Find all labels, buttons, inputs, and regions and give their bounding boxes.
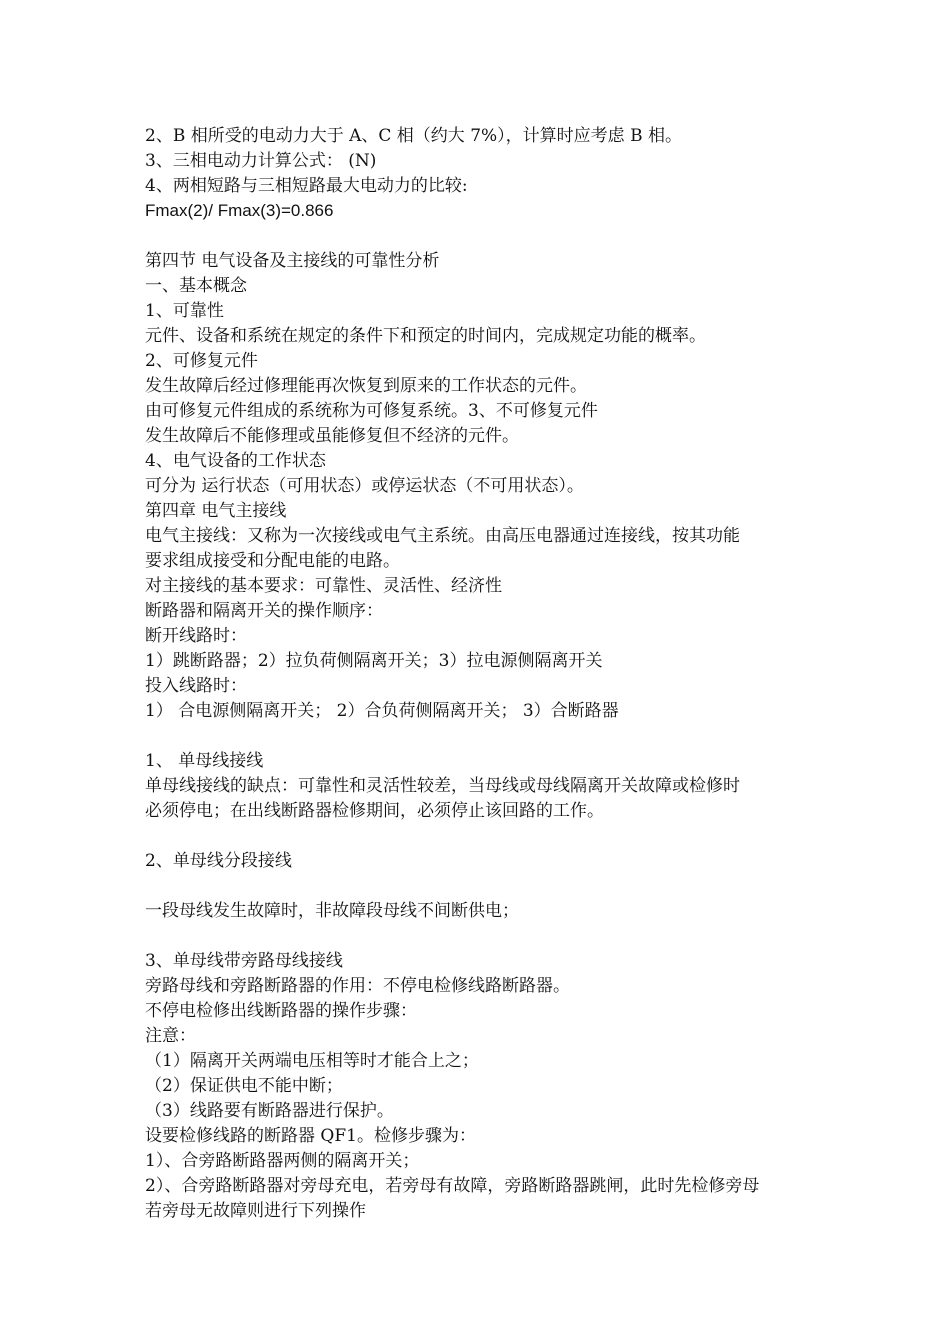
text-line-sectioned-bus-benefit: 一段母线发生故障时，非故障段母线不间断供电； <box>145 901 519 921</box>
text-line-single-bus-drawback-cont: 必须停电；在出线断路器检修期间，必须停止该回路的工作。 <box>145 801 604 821</box>
item-heading-single-bus: 1、 单母线接线 <box>145 751 264 771</box>
text-line-fmax-ratio: Fmax(2)/ Fmax(3)=0.866 <box>145 201 334 220</box>
item-heading-sectioned-bus: 2、单母线分段接线 <box>145 851 292 871</box>
text-line-connect-steps: 1） 合电源侧隔离开关； 2）合负荷侧隔离开关； 3）合断路器 <box>145 701 619 721</box>
item-heading-reliability: 1、可靠性 <box>145 301 224 321</box>
item-heading-repairable: 2、可修复元件 <box>145 351 258 371</box>
item-heading-bypass-bus: 3、单母线带旁路母线接线 <box>145 951 343 971</box>
text-line-non-repairable-definition: 发生故障后不能修理或虽能修复但不经济的元件。 <box>145 426 519 446</box>
text-line-step-1: 1）、合旁路断路器两侧的隔离开关； <box>145 1151 420 1171</box>
text-line-note-label: 注意： <box>145 1026 196 1046</box>
text-line-operation-order: 断路器和隔离开关的操作顺序： <box>145 601 383 621</box>
text-line-single-bus-drawback: 单母线接线的缺点：可靠性和灵活性较差，当母线或母线隔离开关故障或检修时 <box>145 776 740 796</box>
text-line-note-3: （3）线路要有断路器进行保护。 <box>145 1101 394 1121</box>
item-heading-working-state: 4、电气设备的工作状态 <box>145 451 326 471</box>
text-line-step-2-cont: 若旁母无故障则进行下列操作 <box>145 1201 366 1221</box>
text-line-main-wiring-definition: 电气主接线：又称为一次接线或电气主系统。由高压电器通过连接线，按其功能 <box>145 526 740 546</box>
text-line-connect-label: 投入线路时： <box>145 676 247 696</box>
text-line-note-2: （2）保证供电不能中断； <box>145 1076 343 1096</box>
text-line-disconnect-steps: 1）跳断路器；2）拉负荷侧隔离开关；3）拉电源侧隔离开关 <box>145 651 603 671</box>
text-line-three-phase-formula: 3、三相电动力计算公式： (N) <box>145 151 377 171</box>
text-line-step-2: 2）、合旁路断路器对旁母充电，若旁母有故障，旁路断路器跳闸，此时先检修旁母 <box>145 1176 760 1196</box>
text-line-two-vs-three-phase: 4、两相短路与三相短路最大电动力的比较: <box>145 176 468 196</box>
text-line-reliability-definition: 元件、设备和系统在规定的条件下和预定的时间内，完成规定功能的概率。 <box>145 326 706 346</box>
section-heading-reliability: 第四节 电气设备及主接线的可靠性分析 <box>145 251 440 271</box>
text-line-main-wiring-definition-cont: 要求组成接受和分配电能的电路。 <box>145 551 400 571</box>
subheading-basic-concepts: 一、基本概念 <box>145 276 247 296</box>
text-line-working-state: 可分为 运行状态（可用状态）或停运状态（不可用状态）。 <box>145 476 584 496</box>
text-line-disconnect-label: 断开线路时： <box>145 626 247 646</box>
text-line-bypass-purpose: 旁路母线和旁路断路器的作用：不停电检修线路断路器。 <box>145 976 570 996</box>
chapter-heading-main-wiring: 第四章 电气主接线 <box>145 501 287 521</box>
text-line-repairable-system: 由可修复元件组成的系统称为可修复系统。3、不可修复元件 <box>145 401 598 421</box>
text-line-repairable-definition: 发生故障后经过修理能再次恢复到原来的工作状态的元件。 <box>145 376 587 396</box>
text-line-bypass-steps-title: 不停电检修出线断路器的操作步骤： <box>145 1001 417 1021</box>
text-line-qf1-intro: 设要检修线路的断路器 QF1。检修步骤为： <box>145 1126 476 1146</box>
text-line-note-1: （1）隔离开关两端电压相等时才能合上之； <box>145 1051 479 1071</box>
text-line-b-phase-force: 2、B 相所受的电动力大于 A、C 相（约大 7%），计算时应考虑 B 相。 <box>145 126 682 146</box>
text-line-basic-requirements: 对主接线的基本要求：可靠性、灵活性、经济性 <box>145 576 502 596</box>
